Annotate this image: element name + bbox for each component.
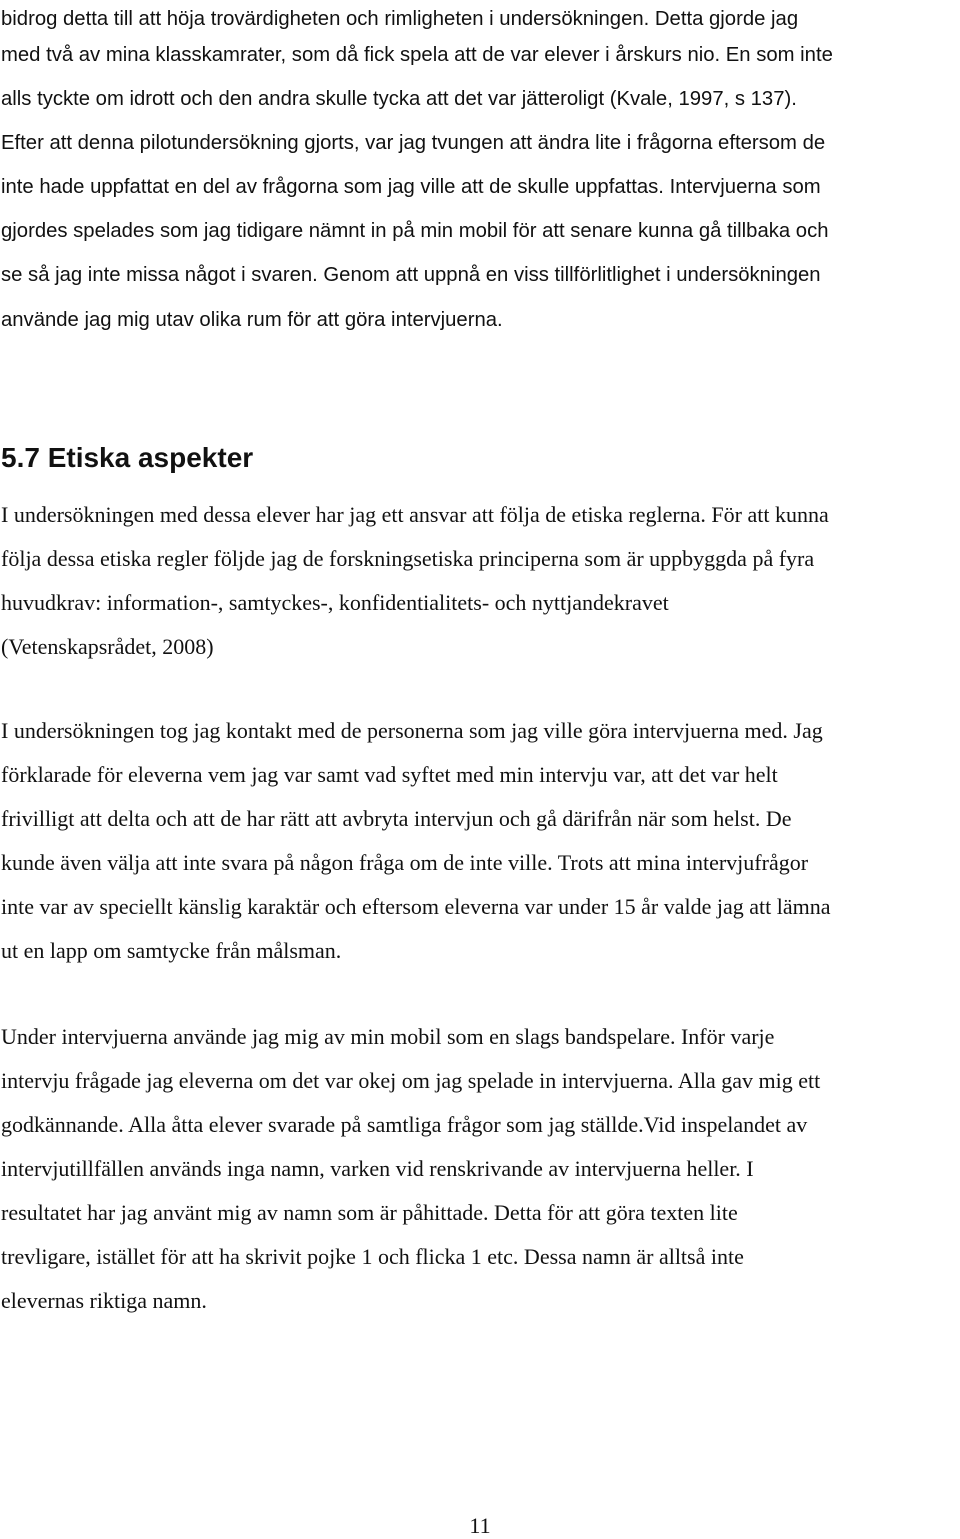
page-number: 11	[469, 1513, 491, 1538]
text-line: inte hade uppfattat en del av frågorna som jag ville att de skulle uppfattas. Intervjuerna som	[1, 176, 821, 198]
text-line: frivilligt att delta och att de har rätt att avbryta intervjun och gå därifrån när som helst. De	[1, 806, 792, 831]
text-line: (Vetenskapsrådet, 2008)	[1, 634, 214, 659]
text-line: Under intervjuerna använde jag mig av min mobil som en slags bandspelare. Inför varje	[1, 1024, 775, 1049]
text-line: inte var av speciellt känslig karaktär och eftersom eleverna var under 15 år valde jag att lämna	[1, 894, 831, 919]
text-line: trevligare, istället för att ha skrivit pojke 1 och flicka 1 etc. Dessa namn är alltså inte	[1, 1244, 744, 1269]
text-line: följa dessa etiska regler följde jag de forskningsetiska principerna som är uppbyggda på fyra	[1, 546, 815, 571]
text-line: se så jag inte missa något i svaren. Genom att uppnå en viss tillförlitlighet i undersökningen	[1, 264, 821, 286]
text-line: intervjutillfällen används inga namn, varken vid renskrivande av intervjuerna heller. I	[1, 1156, 754, 1181]
text-line: I undersökningen med dessa elever har jag ett ansvar att följa de etiska reglerna. För att kunna	[1, 502, 829, 527]
text-line: intervju frågade jag eleverna om det var okej om jag spelade in intervjuerna. Alla gav mig ett	[1, 1068, 821, 1093]
text-line: resultatet har jag använt mig av namn som är påhittade. Detta för att göra texten lite	[1, 1200, 738, 1225]
text-line: alls tyckte om idrott och den andra skulle tycka att det var jätteroligt (Kvale, 1997, s 137).	[1, 88, 797, 110]
text-line: godkännande. Alla åtta elever svarade på samtliga frågor som jag ställde.Vid inspelandet av	[1, 1112, 808, 1137]
text-line: bidrog detta till att höja trovärdigheten och rimligheten i undersökningen. Detta gjorde jag	[1, 8, 799, 30]
text-line: Efter att denna pilotundersökning gjorts, var jag tvungen att ändra lite i frågorna eftersom de	[1, 132, 826, 154]
text-line: med två av mina klasskamrater, som då fick spela att de var elever i årskurs nio. En som inte	[1, 44, 833, 66]
text-line: elevernas riktiga namn.	[1, 1288, 207, 1313]
text-line: kunde även välja att inte svara på någon fråga om de inte ville. Trots att mina intervjufrågor	[1, 850, 809, 875]
section-heading: 5.7 Etiska aspekter	[1, 442, 254, 473]
text-line: förklarade för eleverna vem jag var samt vad syftet med min intervju var, att det var helt	[1, 762, 778, 787]
text-line: ut en lapp om samtycke från målsman.	[1, 938, 342, 963]
text-line: I undersökningen tog jag kontakt med de personerna som jag ville göra intervjuerna med. Jag	[1, 718, 823, 743]
text-line: huvudkrav: information-, samtyckes-, konfidentialitets- och nyttjandekravet	[1, 590, 669, 615]
text-line: gjordes spelades som jag tidigare nämnt in på min mobil för att senare kunna gå tillbaka och	[1, 220, 829, 242]
text-line: använde jag mig utav olika rum för att göra intervjuerna.	[1, 309, 503, 331]
